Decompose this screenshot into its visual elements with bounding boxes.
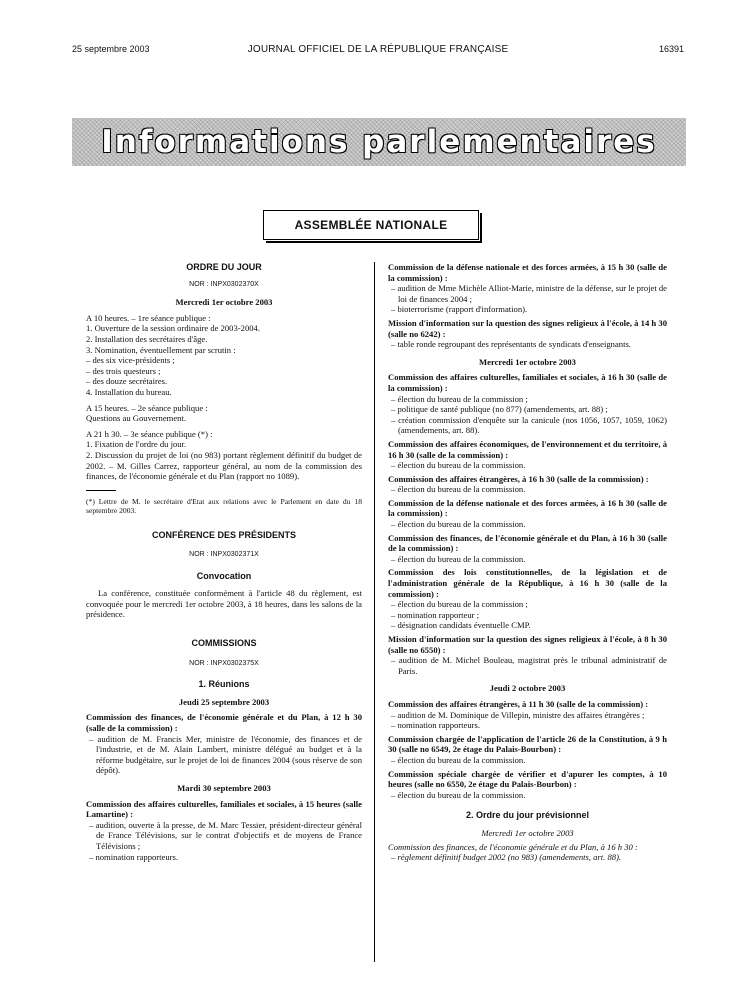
- commission-heading: Commission des finances, de l'économie générale et du Plan, à 16 h 30 :: [388, 841, 638, 852]
- agenda-item: – nomination rapporteur ;: [391, 609, 480, 620]
- seance-intro: A 21 h 30. – 3e séance publique (*) :: [86, 428, 213, 439]
- agenda-item: – élection du bureau de la commission.: [391, 519, 526, 530]
- agenda-item: – élection du bureau de la commission.: [391, 754, 526, 765]
- seance-item: 3. Nomination, éventuellement par scrutin :: [86, 344, 236, 355]
- agenda-item: – audition de M. Dominique de Villepin, ministre des affaires étrangères ;: [391, 709, 645, 720]
- nor-reference: NOR : INPX0302371X: [189, 551, 259, 559]
- commission-heading: Commission de la défense nationale et des forces armées, à 16 h 30 (salle de la commission) :: [388, 497, 667, 519]
- seance-item: – des trois questeurs ;: [86, 365, 161, 376]
- agenda-item: – audition de Mme Michèle Alliot-Marie, ministre de la défense, sur le projet de loi de finances 2004 ;: [391, 283, 667, 304]
- agenda-item: – élection du bureau de la commission ;: [391, 599, 528, 610]
- commission-heading: Commission des affaires culturelles, familiales et sociales, à 15 heures (salle Lamartine) :: [86, 798, 362, 820]
- date-heading: Jeudi 2 octobre 2003: [489, 683, 566, 694]
- section-title: ASSEMBLÉE NATIONALE: [294, 218, 448, 232]
- agenda-item: – élection du bureau de la commission.: [391, 553, 526, 564]
- commission-heading: Commission des affaires économiques, de l'environnement et du territoire, à 16 h 30 (salle de la commission) :: [388, 438, 667, 460]
- commission-heading: Commission des affaires étrangères, à 11 h 30 (salle de la commission) :: [388, 698, 649, 709]
- left-column: [86, 262, 362, 862]
- commissions-title: COMMISSIONS: [191, 638, 257, 649]
- nor-reference: NOR : INPX0302375X: [189, 659, 259, 667]
- commission-heading: Commission des affaires étrangères, à 16 h 30 (salle de la commission) :: [388, 473, 649, 484]
- seance-item: 1. Fixation de l'ordre du jour.: [86, 439, 187, 450]
- agenda-item: – bioterrorisme (rapport d'information).: [391, 304, 528, 315]
- commission-heading: Mission d'information sur la question des signes religieux à l'école, à 14 h 30 (salle no 6242) :: [388, 317, 667, 339]
- agenda-item: – audition de M. Francis Mer, ministre de l'économie, des finances et de l'industrie, et de M. Alain Lambert, ministre délégué au budget et à la réforme budgétaire, sur le projet de loi de finances 2004 (sous réserve de son dépôt).: [89, 733, 362, 776]
- conference-title: CONFÉRENCE DES PRÉSIDENTS: [151, 529, 297, 540]
- seance-intro: A 10 heures. – 1re séance publique :: [86, 312, 211, 323]
- agenda-item: – désignation candidats éventuelle CMP.: [391, 620, 531, 631]
- footnote: (*) Lettre de M. le secrétaire d'Etat aux relations avec le Parlement en date du 18 septembre 2003.: [86, 496, 362, 516]
- seance-item: – des douze secrétaires.: [86, 376, 168, 387]
- date-heading: Mardi 30 septembre 2003: [177, 783, 271, 793]
- date-heading: Mercredi 1er octobre 2003: [175, 297, 273, 308]
- agenda-item: – audition, ouverte à la presse, de M. Marc Tessier, président-directeur général de France Télévisions, sur le contrat d'objectifs et de moyens de France Télévisions ;: [89, 819, 362, 851]
- agenda-item: – politique de santé publique (no 877) (amendements, art. 88) ;: [391, 404, 608, 415]
- agenda-item: – élection du bureau de la commission ;: [391, 393, 528, 404]
- right-column: [388, 262, 667, 863]
- agenda-item: – création commission d'enquête sur la canicule (nos 1056, 1057, 1059, 1062) (amendements, art. 88).: [391, 414, 667, 436]
- commission-heading: Commission des finances, de l'économie générale et du Plan, à 16 h 30 (salle de la commission) :: [388, 532, 667, 554]
- agenda-item: – table ronde regroupant des représentants de syndicats d'enseignants.: [391, 339, 631, 350]
- reunions-title: 1. Réunions: [198, 679, 250, 690]
- seance-intro: A 15 heures. – 2e séance publique :: [86, 402, 208, 413]
- agenda-item: – nomination rapporteurs.: [89, 851, 179, 862]
- date-heading: Mercredi 1er octobre 2003: [479, 356, 576, 367]
- banner: [72, 118, 686, 166]
- column-divider: [374, 262, 375, 962]
- journal-title: JOURNAL OFFICIEL DE LA RÉPUBLIQUE FRANÇAISE: [247, 44, 509, 55]
- seance-item: 1. Ouverture de la session ordinaire de 2003-2004.: [86, 323, 260, 334]
- commission-heading: Commission chargée de l'application de l'article 26 de la Constitution, à 9 h 30 (salle no 6549, 2e étage du Palais-Bourbon) :: [388, 733, 667, 755]
- agenda-item: – élection du bureau de la commission.: [391, 789, 526, 800]
- footnote-separator: [86, 490, 116, 491]
- convocation-title: Convocation: [196, 570, 252, 581]
- seance-item: 2. Installation des secrétaires d'âge.: [86, 333, 208, 344]
- seance-item: – des six vice-présidents ;: [86, 355, 175, 366]
- commission-heading: Commission des affaires culturelles, familiales et sociales, à 16 h 30 (salle de la commission) :: [388, 372, 667, 393]
- nor-reference: NOR : INPX0302370X: [189, 280, 259, 288]
- convocation-text: La conférence, constituée conformément à l'article 48 du règlement, est convoquée pour le mercredi 1er octobre 2003, à 18 heures, dans les salons de la présidence.: [86, 588, 362, 620]
- ordre-du-jour-title: ORDRE DU JOUR: [186, 262, 262, 272]
- commission-heading: Commission spéciale chargée de vérifier et d'apurer les comptes, à 10 heures (salle no 6550, 2e étage du Palais-Bourbon) :: [388, 768, 667, 790]
- date-heading: Jeudi 25 septembre 2003: [178, 696, 270, 707]
- commission-heading: Mission d'information sur la question des signes religieux à l'école, à 8 h 30 (salle no 6550) :: [388, 634, 667, 655]
- commission-heading: Commission des finances, de l'économie générale et du Plan, à 12 h 30 (salle de la commission) :: [86, 712, 362, 734]
- agenda-item: – audition de M. Michel Bouleau, magistrat près le tribunal administratif de Paris.: [391, 655, 667, 676]
- agenda-item: – élection du bureau de la commission.: [391, 460, 526, 471]
- banner-title: Informations parlementaires: [101, 124, 657, 160]
- agenda-item: – règlement définitif budget 2002 (no 983) (amendements, art. 88).: [391, 852, 622, 863]
- page-header: [72, 44, 684, 58]
- commission-heading: Commission des lois constitutionnelles, de la législation et de l'administration générale de la République, à 16 h 30 (salle de la commission) :: [388, 567, 667, 599]
- page-number: 16391: [658, 44, 684, 54]
- seance-item: 4. Installation du bureau.: [86, 386, 172, 397]
- agenda-item: – nomination rapporteurs.: [391, 720, 481, 731]
- header-date: 25 septembre 2003: [72, 44, 150, 54]
- date-heading: Mercredi 1er octobre 2003: [481, 827, 574, 838]
- seance-item: Questions au Gouvernement.: [86, 413, 186, 424]
- commission-heading: Commission de la défense nationale et des forces armées, à 15 h 30 (salle de la commission) :: [388, 262, 667, 283]
- agenda-item: – élection du bureau de la commission.: [391, 484, 526, 495]
- previsionnel-title: 2. Ordre du jour prévisionnel: [465, 810, 590, 821]
- seance-item: 2. Discussion du projet de loi (no 983) portant règlement définitif du budget de 2002. – M. Gilles Carrez, rapporteur général, au nom de la commission des finances, de l'économie générale et du Plan (rapport no 1089).: [86, 449, 362, 482]
- section-title-box: [263, 210, 479, 240]
